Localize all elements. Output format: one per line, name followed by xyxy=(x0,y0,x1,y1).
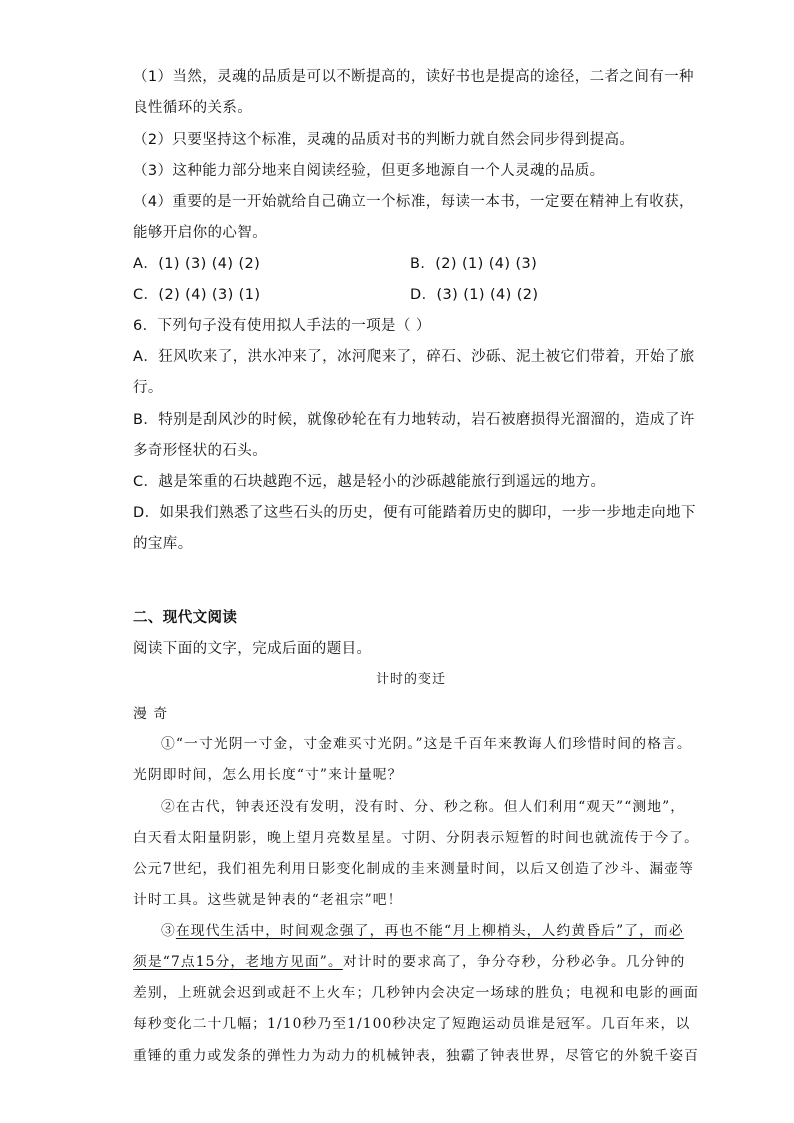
section-heading: 二、现代文阅读 xyxy=(133,610,238,626)
q5-option-b: B．(2) (1) (4) (3) xyxy=(410,256,538,272)
sentence-item-1-line-1: （1）当然，灵魂的品质是可以不断提高的，读好书也是提高的途径，二者之间有一种 xyxy=(133,69,694,85)
paragraph-2-line-2: 白天看太阳量阴影，晚上望月亮数星星。寸阴、分阴表示短暂的时间也就流传于今了。 xyxy=(133,830,700,846)
paragraph-3-line-5: 重锤的重力或发条的弹性力为动力的机械钟表，独霸了钟表世界，尽管它的外貌千姿百 xyxy=(133,1048,700,1064)
q6-option-b-line-1: B．特别是刮风沙的时候，就像砂轮在有力地转动，岩石被磨损得光溜溜的，造成了许 xyxy=(133,412,695,428)
q6-option-c: C．越是笨重的石块越跑不远，越是轻小的沙砾越能旅行到遥远的地方。 xyxy=(133,474,606,490)
sentence-item-2: （2）只要坚持这个标准，灵魂的品质对书的判断力就自然会同步得到提高。 xyxy=(133,132,635,148)
paragraph-2-line-3: 公元7世纪，我们祖先利用日影变化制成的圭来测量时间，以后又创造了沙斗、漏壶等 xyxy=(133,861,695,877)
paragraph-3-marker: ③ xyxy=(161,923,176,939)
reading-instruction: 阅读下面的文字，完成后面的题目。 xyxy=(133,641,372,657)
sentence-item-4-line-1: （4）重要的是一开始就给自己确立一个标准，每读一本书，一定要在精神上有收获， xyxy=(133,194,694,210)
q6-option-a-line-2: 行。 xyxy=(133,380,163,396)
paragraph-2-line-4: 计时工具。这些就是钟表的“老祖宗”吧！ xyxy=(133,892,403,908)
article-title: 计时的变迁 xyxy=(376,672,447,687)
q6-option-b-line-2: 多奇形怪状的石头。 xyxy=(133,443,268,459)
underlined-sentence-part-2: 须是“7点15分，老地方见面”。 xyxy=(133,954,343,970)
paragraph-3-line-3: 差别，上班就会迟到或赶不上火车；几秒钟内会决定一场球的胜负；电视和电影的画面 xyxy=(133,985,700,1001)
q6-option-d-line-1: D．如果我们熟悉了这些石头的历史，便有可能踏着历史的脚印，一步一步地走向地下 xyxy=(133,505,696,521)
paragraph-3-line-1 xyxy=(161,921,684,941)
sentence-item-1-line-2: 良性循环的关系。 xyxy=(133,100,253,116)
q6-option-a-line-1: A．狂风吹来了，洪水冲来了，冰河爬来了，碎石、沙砾、泥土被它们带着，开始了旅 xyxy=(133,349,695,365)
q6-option-d-line-2: 的宝库。 xyxy=(133,536,193,552)
paragraph-1-line-2: 光阴即时间，怎么用长度“寸”来计量呢？ xyxy=(133,767,403,783)
paragraph-1-line-1: ①“一寸光阴一寸金，寸金难买寸光阴。”这是千百年来教诲人们珍惜时间的格言。 xyxy=(161,736,692,752)
q6-stem: 6．下列句子没有使用拟人手法的一项是（ ） xyxy=(133,318,431,334)
sentence-item-3: （3）这种能力部分地来自阅读经验，但更多地源自一个人灵魂的品质。 xyxy=(133,163,605,179)
q5-option-c: C．(2) (4) (3) (1) xyxy=(133,287,261,303)
q5-option-d: D．(3) (1) (4) (2) xyxy=(410,287,539,303)
paragraph-3-line-2-rest: 对计时的要求高了，争分夺秒，分秒必争。几分钟的 xyxy=(342,954,686,970)
sentence-item-4-line-2: 能够开启你的心智。 xyxy=(133,225,268,241)
q5-option-a: A．(1) (3) (4) (2) xyxy=(133,256,261,272)
paragraph-2-line-1: ②在古代，钟表还没有发明，没有时、分、秒之称。但人们利用“观天”“测地”， xyxy=(161,799,686,815)
paragraph-3-line-4: 每秒变化二十几幅；1/10秒乃至1/100秒决定了短跑运动员谁是冠军。几百年来，以 xyxy=(133,1016,691,1032)
paragraph-3-line-2 xyxy=(133,952,685,972)
underlined-sentence-part-1: 在现代生活中，时间观念强了，再也不能“月上柳梢头，人约黄昏后”了，而必 xyxy=(175,923,684,939)
article-author: 漫 奇 xyxy=(133,706,169,722)
